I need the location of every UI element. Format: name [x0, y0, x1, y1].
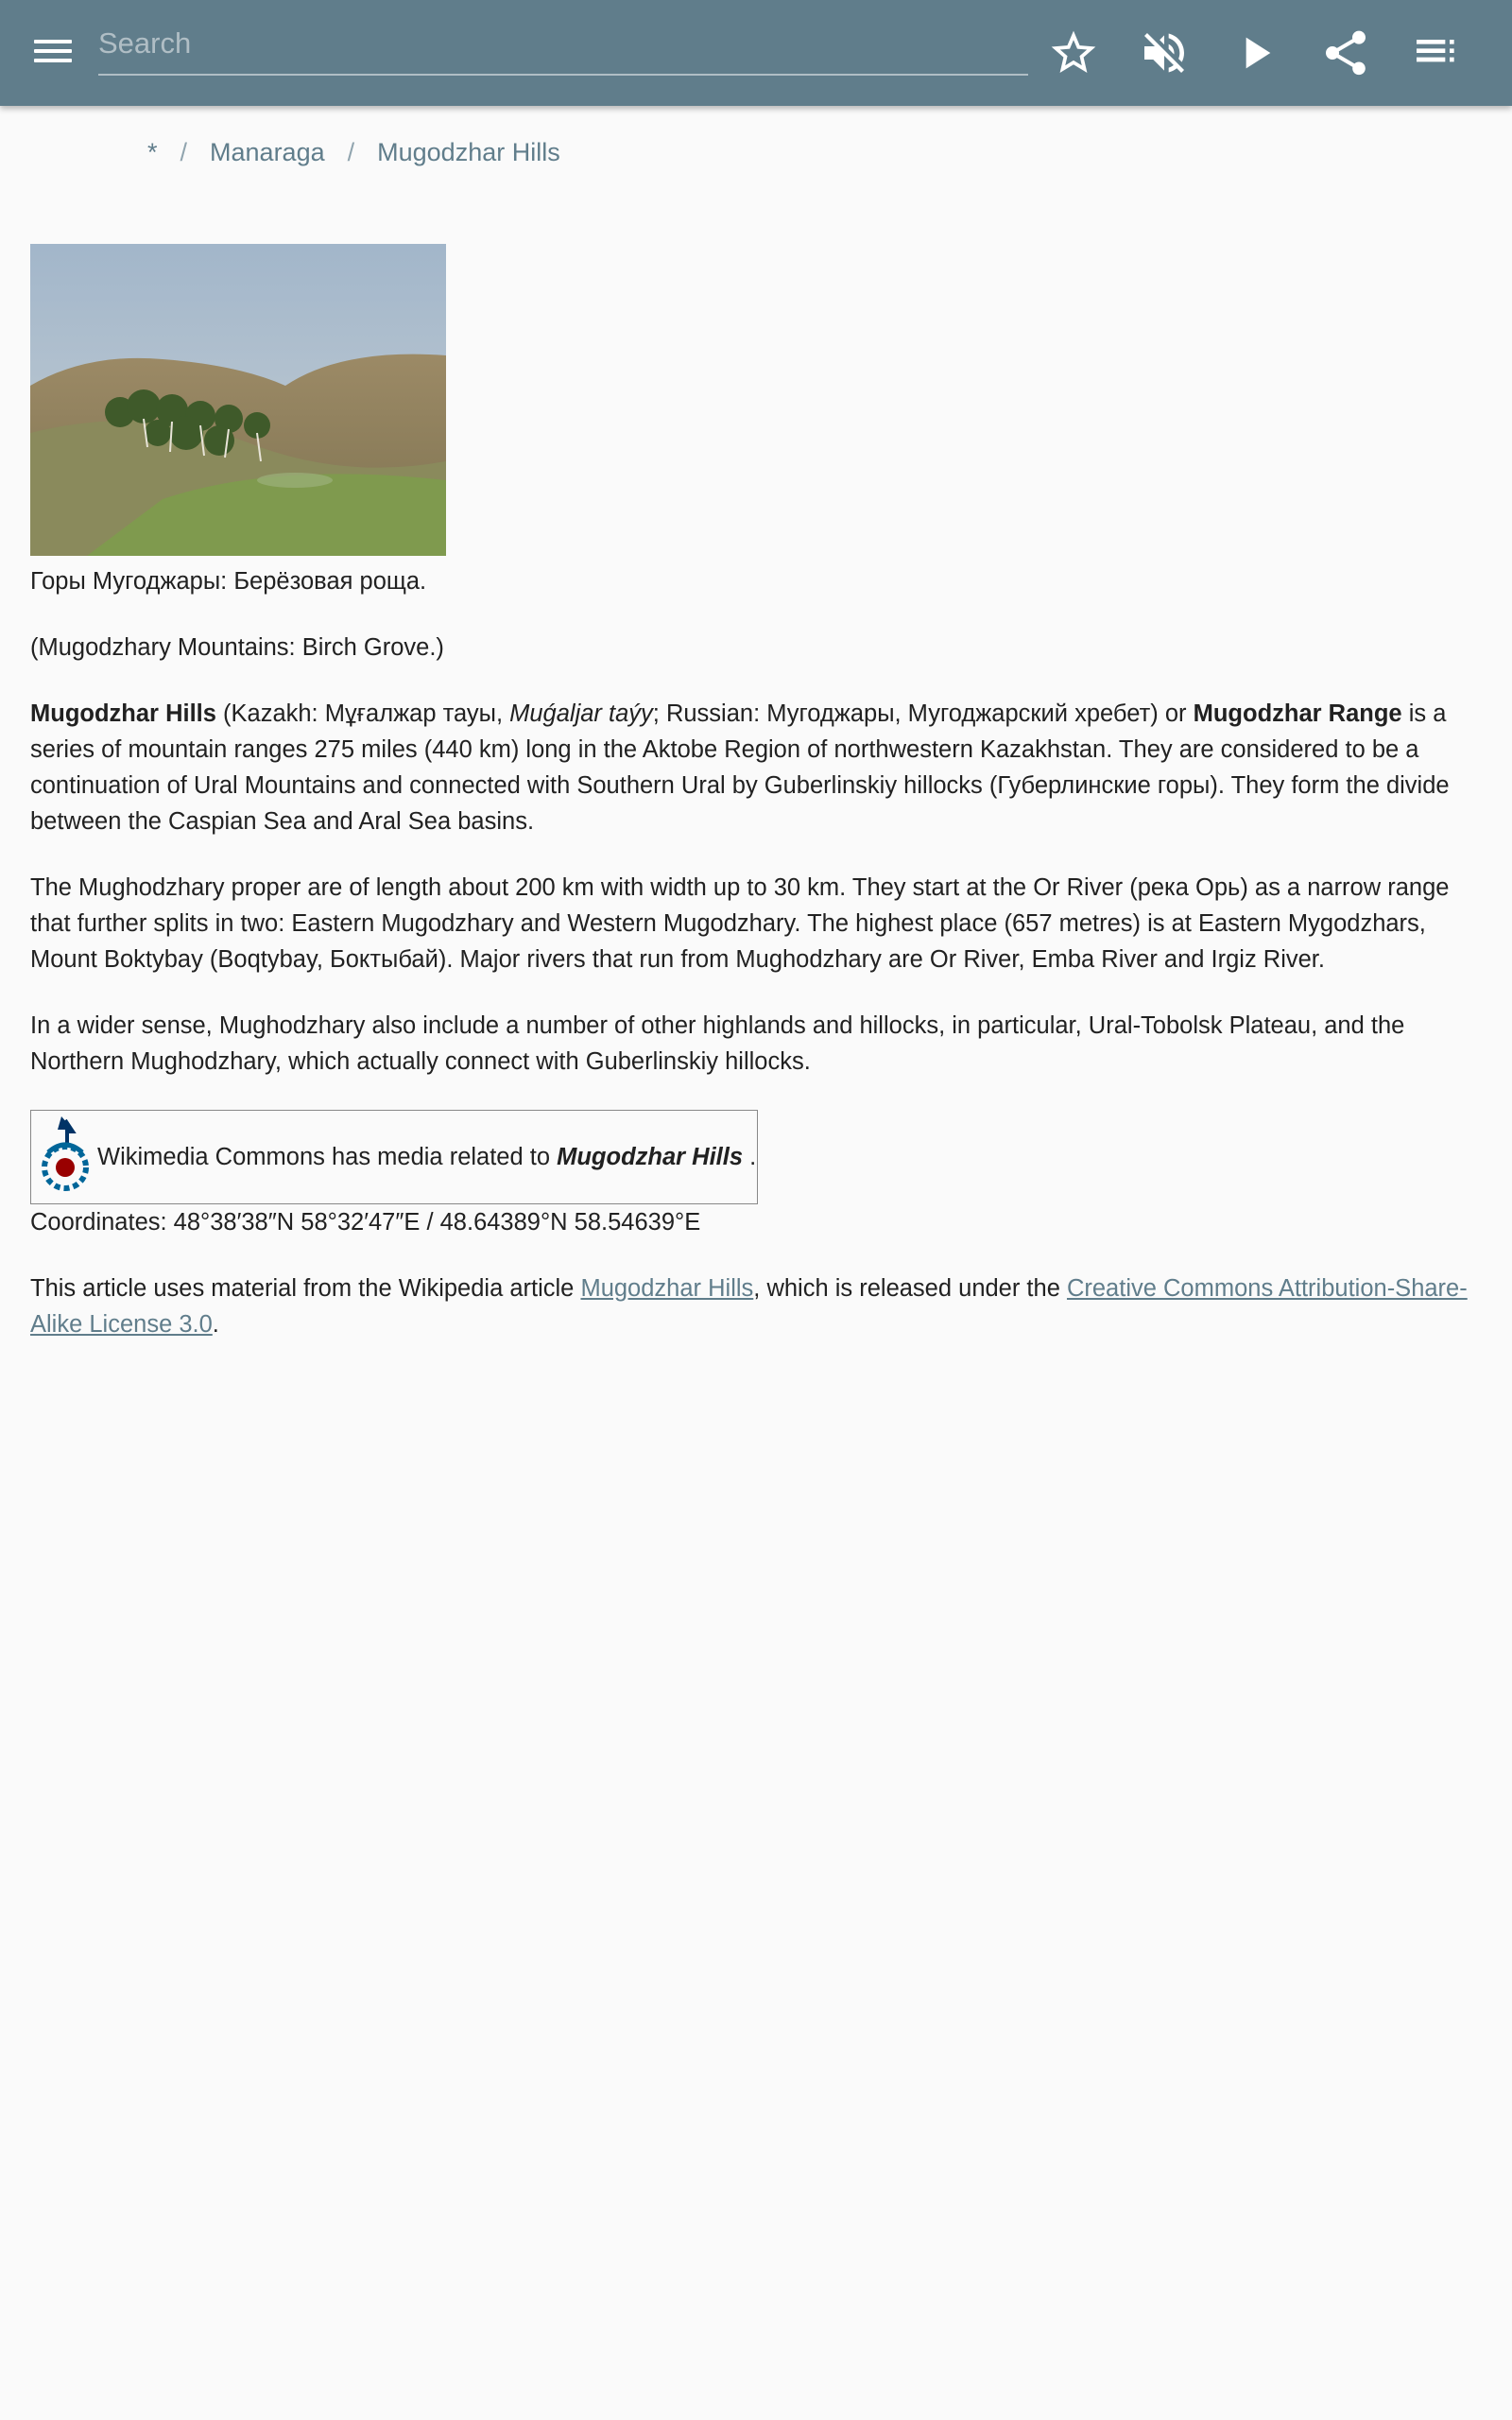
breadcrumb-item-manaraga[interactable]: Manaraga — [210, 138, 325, 166]
article-paragraph-1 — [30, 696, 1482, 839]
play-icon[interactable] — [1228, 26, 1281, 79]
coordinates: Coordinates: 48°38′38″N 58°32′47″E / 48.64389°N 58.54639°E — [30, 1209, 701, 1236]
attribution-prefix: This article uses material from the Wikipedia article — [30, 1275, 581, 1302]
breadcrumb-separator: / — [347, 138, 355, 166]
menu-icon[interactable] — [26, 32, 79, 74]
attribution-suffix: . — [212, 1311, 219, 1338]
article-title-bold: Mugodzhar Hills — [30, 700, 216, 727]
search-input[interactable] — [98, 15, 1028, 72]
breadcrumb-item-current[interactable]: Mugodzhar Hills — [377, 138, 560, 166]
p1-text-1: (Kazakh: Мұғалжар тауы, — [215, 700, 510, 727]
wikimedia-commons-icon — [35, 1115, 95, 1198]
commons-box — [30, 1110, 758, 1204]
breadcrumb-separator: / — [180, 138, 188, 166]
article-paragraph-3: In a wider sense, Mughodzhary also include a number of other highlands and hillocks, in particular, Ural-Tobolsk Plateau, and the Northern Mughodzhary, which actually connect with Guberlinskiy hillocks. — [30, 1012, 1405, 1075]
star-outline-icon[interactable] — [1047, 26, 1100, 79]
image-caption-line2: (Mugodzhary Mountains: Birch Grove.) — [30, 634, 444, 661]
license-link[interactable]: Creative Commons Attribution-Share-Alike License 3.0 — [30, 1275, 1468, 1338]
alt-title-bold: Mugodzhar Range — [1193, 700, 1402, 727]
commons-label: Wikimedia Commons has media related to — [97, 1144, 558, 1170]
commons-text — [97, 1139, 756, 1175]
article-content — [30, 563, 1482, 1373]
breadcrumb — [147, 138, 560, 167]
image-caption-line1: Горы Мугоджары: Берёзовая роща. — [30, 568, 427, 595]
search-field[interactable] — [98, 15, 1028, 76]
attribution-note — [30, 1270, 1482, 1342]
p1-text-3: is a series of mountain ranges 275 miles (440 km) long in the Aktobe Region of northwestern Kazakhstan. They are considered to be a continuation of Ural Mountains and connected with Southern Ural by Guberlinskiy hillocks (Губерлинские горы). They form the divide between the Caspian Sea and Aral Sea basins. — [30, 700, 1450, 835]
commons-subject-link[interactable]: Mugodzhar Hills — [557, 1144, 744, 1170]
article-image[interactable] — [30, 244, 446, 556]
playlist-icon[interactable] — [1410, 26, 1463, 79]
volume-off-icon[interactable] — [1138, 26, 1191, 79]
p1-text-2: ; Russian: Мугоджары, Мугоджарский хребет) or — [652, 700, 1194, 727]
p1-italic-transliteration: Muǵaljar taýy — [509, 700, 653, 727]
breadcrumb-home[interactable]: * — [147, 138, 158, 166]
landscape-illustration — [30, 244, 446, 556]
wikipedia-article-link[interactable]: Mugodzhar Hills — [580, 1275, 754, 1302]
commons-end: . — [743, 1144, 757, 1170]
article-paragraph-2: The Mughodzhary proper are of length about 200 km with width up to 30 km. They start at the Or River (река Орь) as a narrow range that further splits in two: Eastern Mugodzhary and Western Mugodzhary. The highest place (657 metres) is at Eastern Mygodzhars, Mount Boktybay (Boqtybay, Бoктыбай). Major rivers that run from Mughodzhary are Or River, Emba River and Irgiz River. — [30, 874, 1450, 973]
attribution-middle: , which is released under the — [753, 1275, 1067, 1302]
share-icon[interactable] — [1319, 26, 1372, 79]
top-app-bar — [0, 0, 1512, 106]
